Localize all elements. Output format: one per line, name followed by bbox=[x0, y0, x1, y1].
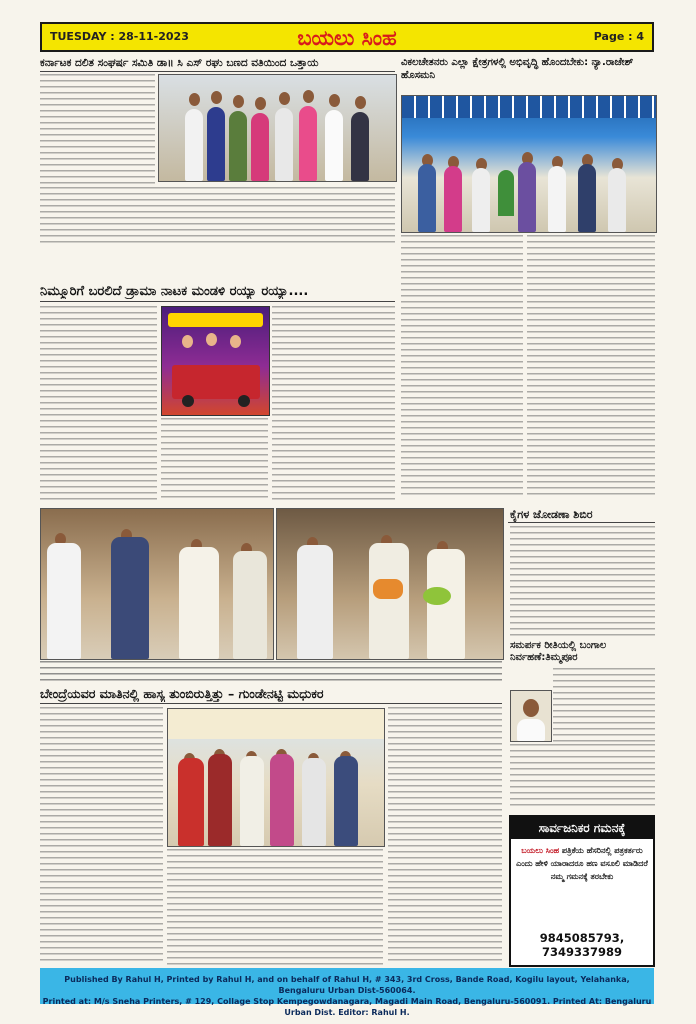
article-text bbox=[40, 306, 157, 501]
article-text bbox=[167, 849, 383, 965]
article-photo-group bbox=[158, 74, 397, 182]
divider bbox=[40, 301, 395, 302]
article-text bbox=[388, 707, 502, 965]
issue-date: TUESDAY : 28-11-2023 bbox=[50, 30, 189, 43]
masthead bbox=[40, 22, 654, 52]
felicitation-photo bbox=[167, 708, 385, 847]
article-photo-stage bbox=[401, 95, 657, 233]
notice-text: ಪತ್ರಿಕೆಯ ಹೆಸರಿನಲ್ಲಿ ಪತ್ರಕರ್ತರು ಎಂದು ಹೇಳಿ ಯಾರಾದರೂ ಹಣ ವಸೂಲಿ ಮಾಡಿದರೆ ನಮ್ಮ ಗಮನಕ್ಕೆ ತರಬೇಕು bbox=[516, 846, 648, 881]
article-text bbox=[401, 235, 523, 497]
headline-bendre-humour: ಬೇಂದ್ರೆಯವರ ಮಾತಿನಲ್ಲಿ ಹಾಸ್ಯ ತುಂಬಿರುತ್ತಿತ್ತು – ಗುಂಡೇನಟ್ಟಿ ಮಧುಕರ bbox=[40, 686, 324, 701]
headline-camp: ಕೈಗಳ ಜೋಡಣಾ ಶಿಬಿರ bbox=[510, 508, 593, 521]
divider bbox=[40, 703, 502, 704]
notice-title: ಸಾರ್ವಜನಿಕರ ಗಮನಕ್ಕೆ bbox=[511, 817, 653, 839]
notice-phone: 9845085793, 7349337989 bbox=[539, 931, 625, 959]
imprint-line-2: Printed at: M/s Sneha Printers, # 129, Collage Stop Kempegowdanagara, Magadi Main Road, Bengaluru-560091. Printed At: Bengaluru Urban Dist. Editor: Rahul H. bbox=[42, 997, 652, 1017]
article-text bbox=[553, 668, 655, 742]
divider bbox=[508, 522, 655, 523]
article-text bbox=[527, 235, 655, 497]
newspaper-title: ಬಯಲು ಸಿಂಹ bbox=[297, 25, 397, 50]
drama-poster-image bbox=[161, 306, 270, 416]
event-photo-right bbox=[276, 508, 504, 660]
article-text bbox=[510, 526, 655, 636]
public-notice-box bbox=[509, 815, 655, 967]
headline-drama-company: ನಿಮ್ಮೂರಿಗೆ ಬರಲಿದೆ ಡ್ರಾಮಾ ನಾಟಕ ಮಂಡಳಿ ರಯ್ಯಾ ರಯ್ಯಾ.... bbox=[40, 284, 309, 299]
article-text bbox=[40, 74, 155, 186]
imprint-footer bbox=[40, 968, 654, 1017]
imprint-line-1: Published By Rahul H, Printed by Rahul H, and on behalf of Rahul H, # 343, 3rd Cross, Bande Road, Kogilu layout, Yelahanka, Bengaluru Urban Dist-560064. bbox=[64, 975, 630, 995]
notice-body bbox=[511, 839, 653, 883]
headline-disabled-development: ವಿಕಲಚೇತನರು ಎಲ್ಲಾ ಕ್ಷೇತ್ರಗಳಲ್ಲಿ ಅಭಿವೃದ್ಧಿ ಹೊಂದಬೇಕು: ನ್ಯಾ.ರಾಜೇಶ್ ಹೊಸಮನಿ bbox=[401, 57, 634, 81]
page-number: Page : 4 bbox=[593, 30, 644, 43]
portrait-photo bbox=[510, 690, 552, 742]
article-text bbox=[40, 707, 163, 965]
article-text bbox=[161, 418, 268, 501]
article-text bbox=[510, 744, 655, 810]
divider bbox=[40, 71, 395, 72]
notice-brand: ಬಯಲು ಸಿಂಹ bbox=[521, 846, 560, 855]
event-photo-left bbox=[40, 508, 274, 660]
article-text bbox=[272, 306, 395, 501]
article-text bbox=[40, 187, 395, 247]
photo-caption bbox=[40, 661, 502, 685]
headline-obituary: ಸಮರ್ಪಕ ರೀತಿಯಲ್ಲಿ ಬಂಗಾಲ ನಿರ್ವಹಣೆ:ತಿಮ್ಮಪೂರ bbox=[510, 640, 607, 663]
headline-dss-demand: ಕರ್ನಾಟಕ ದಲಿತ ಸಂಘರ್ಷ ಸಮಿತಿ ಡಾ॥ ಸಿ ಎಸ್ ರಘು ಬಣದ ವತಿಯಿಂದ ಒತ್ತಾಯ bbox=[40, 57, 319, 69]
